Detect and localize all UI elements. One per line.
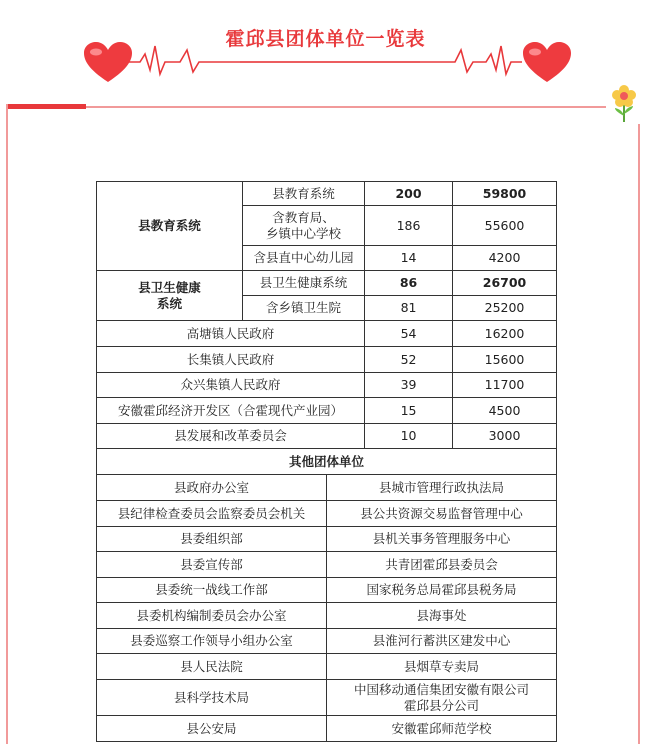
unit-name-cell: 含教育局、 乡镇中心学校 [243,206,365,246]
table-row [97,552,557,578]
table-row [97,578,557,603]
table-row [97,449,557,475]
amount-cell: 25200 [453,296,557,321]
other-unit-right-cell: 安徽霍邱师范学校 [327,716,557,742]
flower-icon [611,84,637,124]
table-row [97,475,557,501]
other-unit-left-cell: 县委宣传部 [97,552,327,578]
unit-name-cell: 县卫生健康系统 [243,271,365,296]
amount-cell: 4200 [453,246,557,271]
category-cell: 县教育系统 [97,182,243,271]
other-unit-right-cell: 县机关事务管理服务中心 [327,527,557,552]
unit-name-cell: 含乡镇卫生院 [243,296,365,321]
table-row [97,654,557,680]
unit-name-cell: 县教育系统 [243,182,365,206]
amount-cell: 15600 [453,347,557,373]
other-unit-right-cell: 县烟草专卖局 [327,654,557,680]
other-unit-right-cell: 县城市管理行政执法局 [327,475,557,501]
amount-cell: 55600 [453,206,557,246]
other-unit-left-cell: 县委机构编制委员会办公室 [97,603,327,629]
other-unit-left-cell: 县委巡察工作领导小组办公室 [97,629,327,654]
page-title: 霍邱县团体单位一览表 [225,28,426,50]
unit-name-cell: 含县直中心幼儿园 [243,246,365,271]
frame-top-line [86,106,606,108]
other-unit-left-cell: 县委统一战线工作部 [97,578,327,603]
other-unit-left-cell: 县科学技术局 [97,680,327,716]
table-row [97,424,557,449]
count-cell: 15 [365,398,453,424]
unit-name-cell: 高塘镇人民政府 [97,321,365,347]
unit-name-cell: 安徽霍邱经济开发区（合霍现代产业园） [97,398,365,424]
table-row [97,271,557,296]
amount-cell: 26700 [453,271,557,296]
table-row [97,501,557,527]
table-row [97,398,557,424]
amount-cell: 11700 [453,373,557,398]
table-row [97,347,557,373]
frame-right-line [638,124,640,744]
count-cell: 52 [365,347,453,373]
table-row [97,716,557,742]
other-unit-left-cell: 县人民法院 [97,654,327,680]
amount-cell: 59800 [453,182,557,206]
count-cell: 54 [365,321,453,347]
table-row [97,321,557,347]
count-cell: 14 [365,246,453,271]
table-row [97,373,557,398]
amount-cell: 16200 [453,321,557,347]
table-row [97,603,557,629]
table-row [97,182,557,206]
other-unit-right-cell: 中国移动通信集团安徽有限公司 霍邱县分公司 [327,680,557,716]
count-cell: 186 [365,206,453,246]
frame-accent-bar [6,104,86,109]
other-unit-right-cell: 国家税务总局霍邱县税务局 [327,578,557,603]
count-cell: 81 [365,296,453,321]
other-unit-right-cell: 县公共资源交易监督管理中心 [327,501,557,527]
other-unit-right-cell: 共青团霍邱县委员会 [327,552,557,578]
unit-name-cell: 众兴集镇人民政府 [97,373,365,398]
unit-table [96,181,557,742]
other-unit-left-cell: 县委组织部 [97,527,327,552]
count-cell: 39 [365,373,453,398]
frame-left-line [6,104,8,744]
amount-cell: 3000 [453,424,557,449]
page-header [0,0,651,110]
category-cell: 县卫生健康 系统 [97,271,243,321]
table-row [97,629,557,654]
other-unit-right-cell: 县淮河行蓄洪区建发中心 [327,629,557,654]
count-cell: 200 [365,182,453,206]
table-row [97,680,557,716]
section-header-cell: 其他团体单位 [97,449,557,475]
unit-name-cell: 县发展和改革委员会 [97,424,365,449]
other-unit-right-cell: 县海事处 [327,603,557,629]
other-unit-left-cell: 县政府办公室 [97,475,327,501]
count-cell: 86 [365,271,453,296]
unit-name-cell: 长集镇人民政府 [97,347,365,373]
count-cell: 10 [365,424,453,449]
table-row [97,527,557,552]
amount-cell: 4500 [453,398,557,424]
other-unit-left-cell: 县纪律检查委员会监察委员会机关 [97,501,327,527]
other-unit-left-cell: 县公安局 [97,716,327,742]
